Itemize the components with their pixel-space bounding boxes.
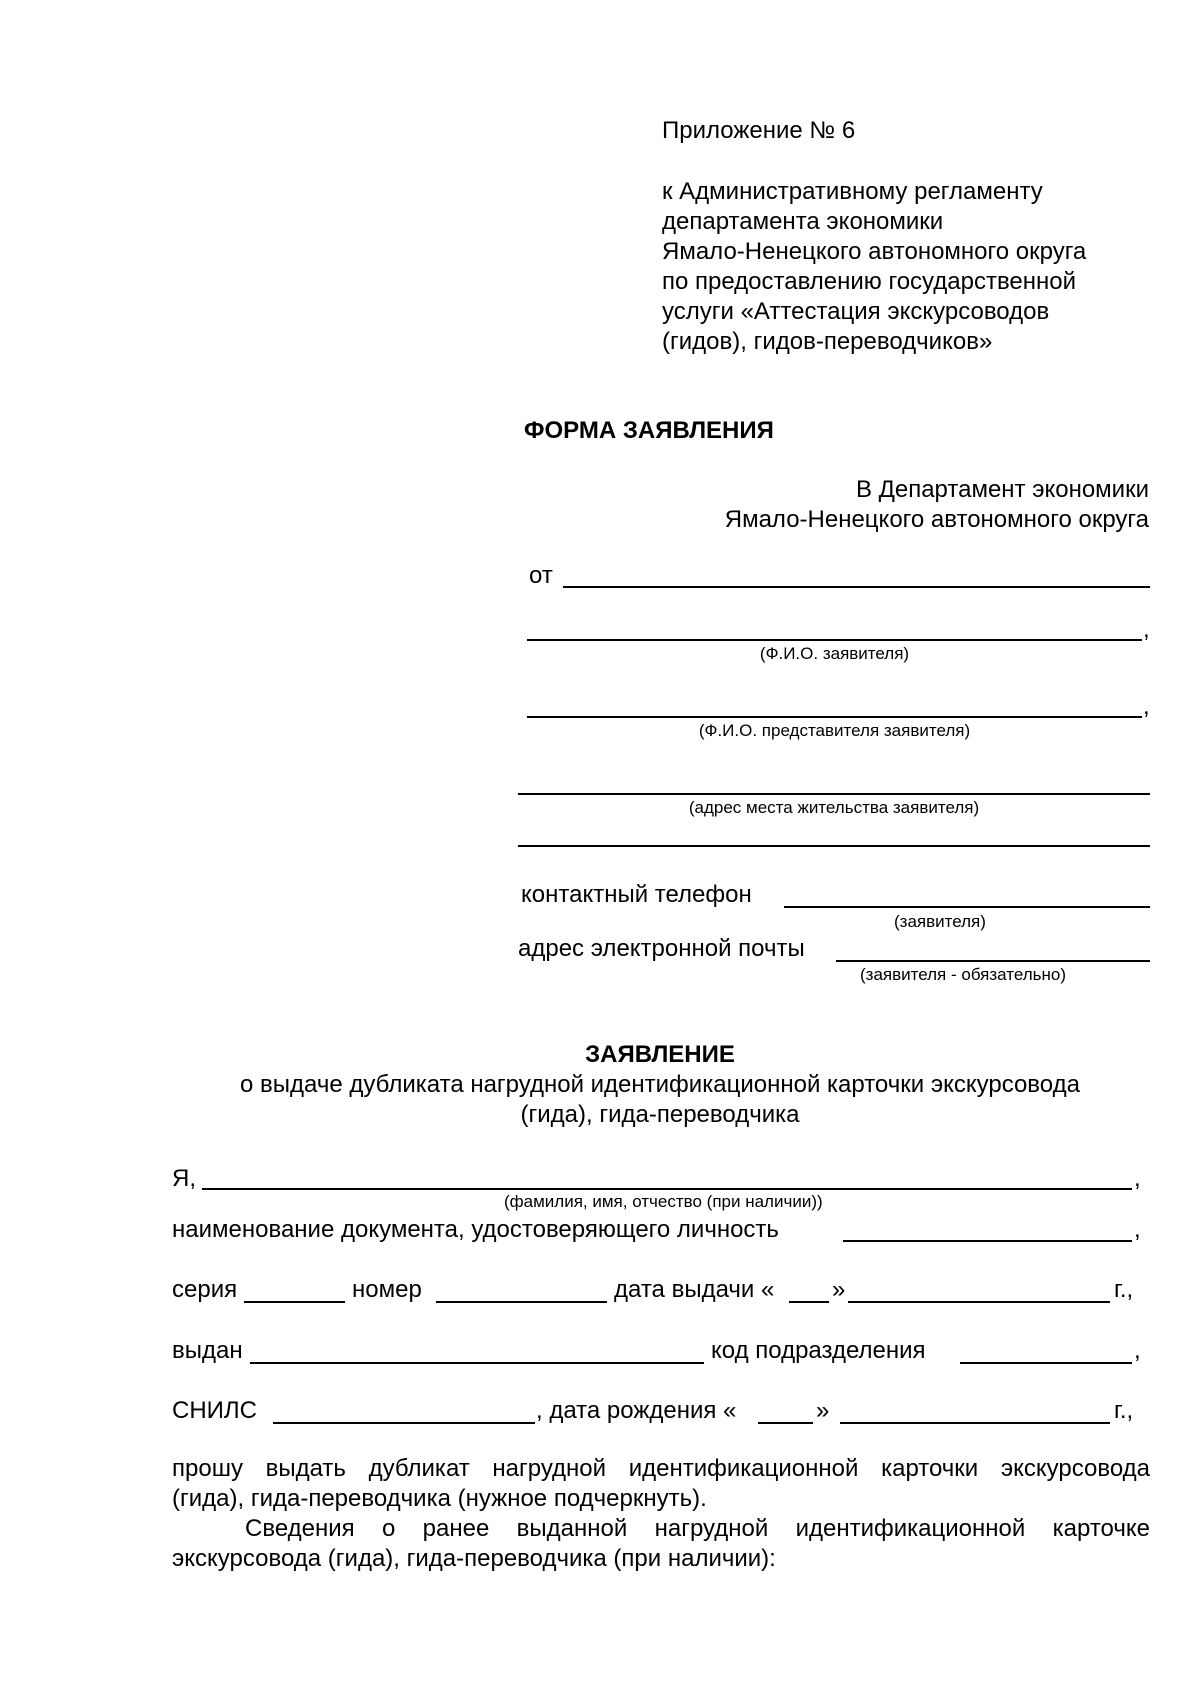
issue-date-label: дата выдачи « (614, 1276, 775, 1303)
issued-by-label: выдан (172, 1337, 243, 1364)
appendix-line: услуги «Аттестация экскурсоводов (662, 298, 1050, 325)
address-caption: (адрес места жительства заявителя) (688, 798, 980, 817)
appendix-line: к Административному регламенту (662, 178, 1043, 205)
division-code-label: код подразделения (711, 1337, 926, 1364)
address-field-2[interactable] (518, 845, 1150, 847)
addressee-line-2: Ямало-Ненецкого автономного округа (724, 506, 1149, 533)
applicant-name-field[interactable] (527, 639, 1142, 641)
snils-label: СНИЛС (172, 1397, 257, 1424)
appendix-line: Ямало-Ненецкого автономного округа (662, 238, 1087, 265)
number-field[interactable] (436, 1301, 607, 1303)
info-line-2: экскурсовода (гида), гида-переводчика (при наличии): (172, 1545, 776, 1572)
from-field[interactable] (563, 586, 1150, 588)
snils-field[interactable] (273, 1422, 535, 1424)
info-line-1: Сведения о ранее выданной нагрудной идентификационной карточке (245, 1515, 1150, 1542)
issue-month-year-field[interactable] (848, 1301, 1110, 1303)
statement-subtitle-2: (гида), гида-переводчика (520, 1101, 800, 1128)
comma: , (1134, 1165, 1141, 1192)
division-code-field[interactable] (960, 1362, 1132, 1364)
comma: , (1134, 1337, 1141, 1364)
quote-close: » (816, 1397, 830, 1424)
applicant-caption: (Ф.И.О. заявителя) (759, 644, 910, 663)
email-caption: (заявителя - обязательно) (860, 965, 1067, 984)
appendix-line: (гидов), гидов-переводчиков» (662, 328, 993, 355)
doc-label: наименование документа, удостоверяющего личность (172, 1216, 779, 1243)
series-label: серия (172, 1276, 238, 1303)
issued-by-field[interactable] (250, 1362, 704, 1364)
full-name-caption: (фамилия, имя, отчество (при наличии)) (504, 1192, 823, 1211)
phone-caption: (заявителя) (894, 912, 986, 931)
birth-date-label: , дата рождения « (536, 1397, 737, 1424)
year-suffix: г., (1114, 1276, 1134, 1303)
address-field[interactable] (518, 793, 1150, 795)
request-line-2: (гида), гида-переводчика (нужное подчеркнуть). (172, 1485, 707, 1512)
appendix-number: Приложение № 6 (662, 117, 856, 144)
appendix-line: департамента экономики (662, 208, 944, 235)
number-label: номер (352, 1276, 422, 1303)
birth-day-field[interactable] (758, 1422, 813, 1424)
appendix-line: по предоставлению государственной (662, 268, 1077, 295)
doc-name-field[interactable] (843, 1240, 1132, 1242)
email-field[interactable] (836, 960, 1150, 962)
phone-field[interactable] (784, 906, 1150, 908)
representative-caption: (Ф.И.О. представителя заявителя) (698, 721, 971, 740)
phone-label: контактный телефон (521, 881, 752, 908)
quote-close: » (832, 1276, 846, 1303)
comma: , (1134, 1216, 1141, 1243)
from-label: от (529, 562, 553, 589)
i-label: Я, (172, 1165, 196, 1192)
request-line-1: прошу выдать дубликат нагрудной идентификационной карточки экскурсовода (172, 1455, 1150, 1482)
representative-name-field[interactable] (527, 716, 1142, 718)
issue-day-field[interactable] (789, 1301, 829, 1303)
statement-subtitle-1: о выдаче дубликата нагрудной идентификационной карточки экскурсовода (240, 1071, 1080, 1098)
form-title: ФОРМА ЗАЯВЛЕНИЯ (524, 417, 774, 444)
full-name-field[interactable] (202, 1188, 1132, 1190)
comma: , (1143, 693, 1150, 720)
series-field[interactable] (244, 1301, 345, 1303)
addressee-line-1: В Департамент экономики (855, 476, 1149, 503)
birth-month-year-field[interactable] (840, 1422, 1110, 1424)
year-suffix: г., (1114, 1397, 1134, 1424)
comma: , (1143, 616, 1150, 643)
statement-title: ЗАЯВЛЕНИЕ (585, 1041, 735, 1068)
email-label: адрес электронной почты (518, 935, 805, 962)
